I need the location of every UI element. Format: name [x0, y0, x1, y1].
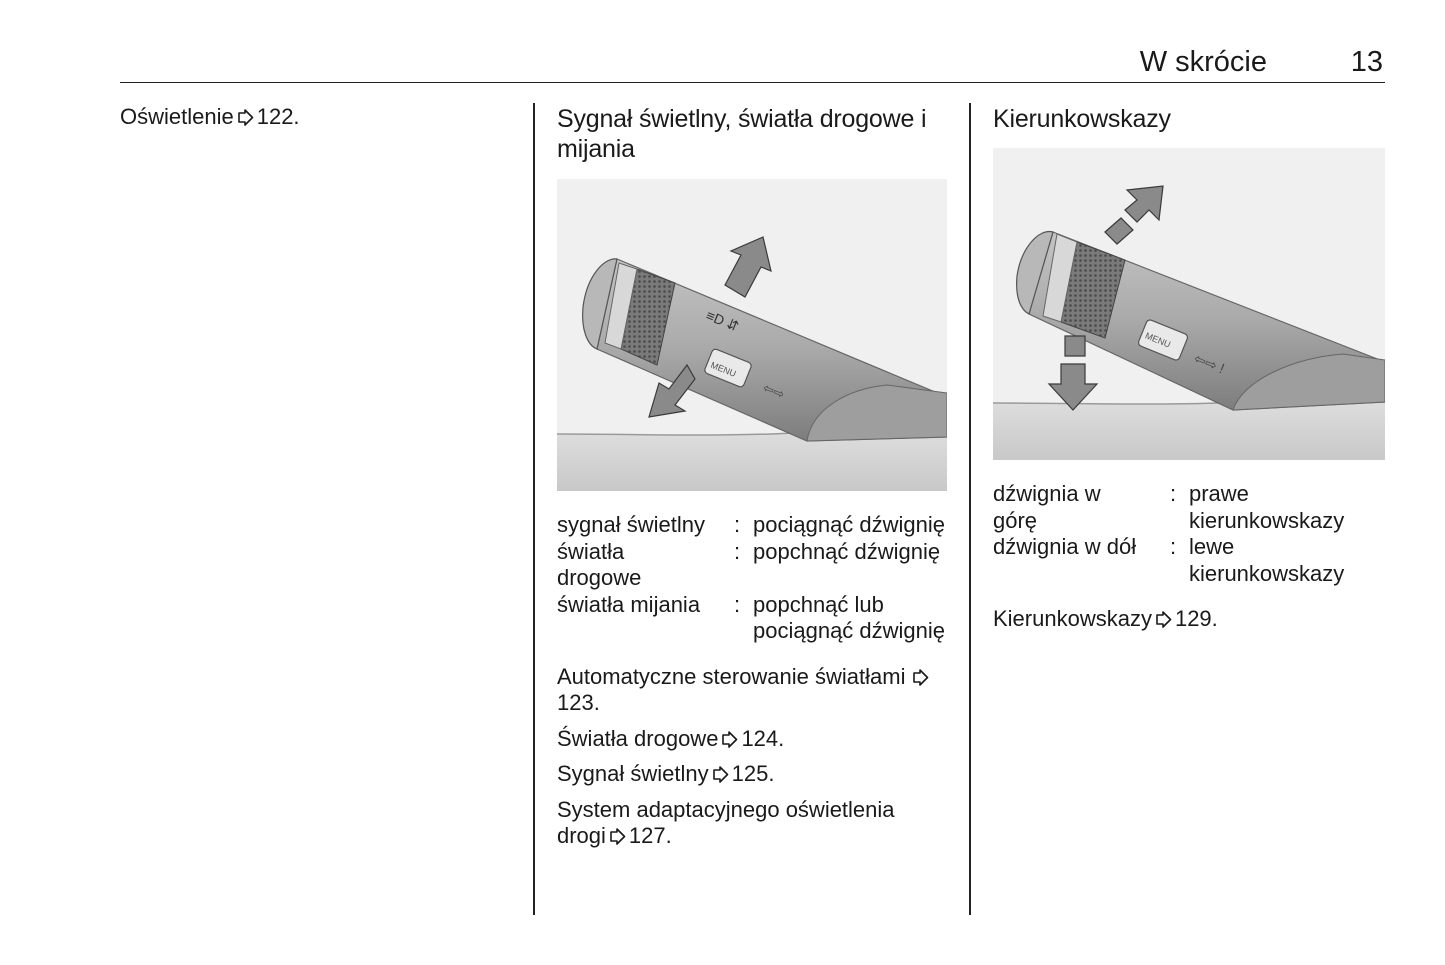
ref-page: 124.	[741, 725, 785, 751]
definition-desc: lewe kierunkowskazy	[1189, 534, 1345, 586]
svg-text:⇦⇨: ⇦⇨	[760, 379, 787, 402]
definition-separator: :	[734, 538, 741, 564]
left-column	[120, 104, 510, 130]
section-heading: Sygnał świetlny, światła drogowe i mijania	[557, 105, 927, 163]
reference-arrow-icon	[712, 766, 729, 783]
definition-separator: :	[1170, 534, 1177, 559]
menu-button-label: MENU	[1143, 330, 1173, 350]
definition-separator: :	[734, 512, 741, 537]
definition-term: światła drogowe	[557, 538, 642, 590]
reference-arrow-icon	[912, 669, 929, 686]
svg-text:⇦⇨ !: ⇦⇨ !	[1191, 349, 1227, 377]
menu-button-label: MENU	[709, 359, 738, 379]
definition-term: dźwignia w górę	[993, 481, 1101, 533]
ref-page: 127.	[628, 823, 672, 848]
cross-reference[interactable]	[557, 761, 949, 788]
cross-reference[interactable]	[557, 664, 949, 717]
ref-label: Kierunkowskazy	[993, 606, 1152, 631]
ref-page: 122.	[256, 104, 300, 129]
definition-desc: pociągnąć dźwignię	[753, 512, 946, 537]
cross-reference[interactable]	[557, 797, 949, 850]
page-header	[120, 40, 1385, 83]
reference-arrow-icon	[237, 109, 254, 126]
reference-arrow-icon	[609, 828, 626, 845]
turn-signal-lever-illustration	[993, 148, 1385, 460]
middle-column	[557, 104, 949, 850]
light-lever-illustration	[557, 179, 947, 491]
definition-list	[557, 512, 949, 645]
reference-arrow-icon	[721, 731, 738, 748]
definition-desc: popchnąć dźwignię	[753, 538, 941, 564]
definition-list	[993, 481, 1385, 587]
definition-term: światła mijania	[557, 591, 701, 617]
ref-page: 129.	[1174, 606, 1218, 631]
definition-separator: :	[734, 591, 741, 617]
ref-label: Sygnał świetlny	[557, 761, 709, 786]
svg-text:≡D ⇵: ≡D ⇵	[703, 306, 742, 335]
cross-reference[interactable]	[993, 606, 1385, 633]
column-divider	[969, 103, 971, 915]
section-heading: Kierunkowskazy	[993, 105, 1171, 133]
ref-label: Oświetlenie	[120, 104, 234, 129]
definition-separator: :	[1170, 481, 1177, 506]
definition-row	[993, 534, 1385, 587]
definition-row	[557, 539, 949, 592]
ref-page: 125.	[731, 761, 775, 786]
reference-arrow-icon	[1155, 611, 1172, 628]
cross-reference[interactable]	[120, 104, 510, 130]
definition-term: sygnał świetlny	[557, 512, 705, 537]
definition-row	[557, 512, 949, 539]
right-column	[993, 104, 1385, 633]
column-divider	[533, 103, 535, 915]
cross-reference[interactable]	[557, 726, 949, 753]
ref-page: 123.	[557, 690, 600, 715]
definition-row	[993, 481, 1385, 534]
section-title: W skrócie	[1139, 46, 1267, 78]
ref-label: Światła drogowe	[557, 725, 719, 751]
definition-desc: prawe kierunkowskazy	[1189, 481, 1345, 533]
ref-label: System adaptacyjnego oświetlenia drogi	[557, 796, 895, 848]
page-number: 13	[1350, 46, 1383, 78]
definition-term: dźwignia w dół	[993, 534, 1137, 559]
definition-row	[557, 592, 949, 645]
ref-label: Automatyczne sterowanie światłami	[557, 663, 906, 689]
definition-desc: popchnąć lub pociągnąć dźwignię	[753, 591, 946, 643]
